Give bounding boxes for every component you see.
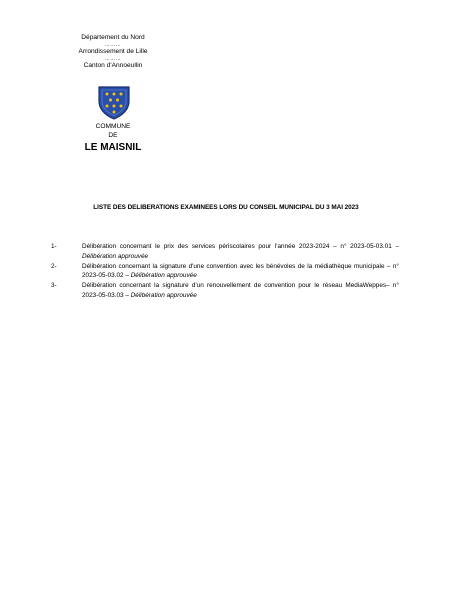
document-title: LISTE DES DELIBERATIONS EXAMINEES LORS DU CONSEIL MUNICIPAL DU 3 MAI 2023 [93,204,359,211]
list-item [51,262,399,281]
list-item [51,242,399,261]
item-status: Délibération approuvée [82,252,149,260]
item-number: 3- [51,282,57,290]
item-status: Délibération approuvée [130,272,197,280]
item-status: Délibération approuvée [130,291,197,299]
item-text: Délibération concernant la signature d'un renouvellement de convention pour le réseau MediaWeppes– n° 2023-05-03.03 – [82,282,399,299]
arrondissement-label: Arrondissement de Lille [78,48,148,55]
separator: ……… [104,42,122,48]
commune-name: LE MAISNIL [84,142,142,153]
list-item [51,281,399,300]
item-number: 1- [51,243,57,250]
coat-of-arms-icon [97,85,131,120]
canton-label: Canton d'Annoeullin [83,62,143,69]
item-body [82,281,399,300]
item-body [82,242,399,261]
separator: ……… [104,56,122,62]
commune-de-label: DE [108,132,118,139]
deliberations-list [51,242,399,301]
item-text: Délibération concernant la signature d'une convention avec les bénévoles de la médiathèque municipale – n° 2023-05-03.02 – [82,262,399,280]
item-body [82,262,399,281]
item-text: Délibération concernant le prix des services périscolaires pour l'année 2023-2024 – n° 2023-05-03.01 – [82,243,399,250]
commune-block [60,122,166,154]
commune-label: COMMUNE [95,123,131,130]
item-number: 2- [51,262,57,270]
departement-label: Département du Nord [81,34,145,41]
letterhead [50,34,176,70]
